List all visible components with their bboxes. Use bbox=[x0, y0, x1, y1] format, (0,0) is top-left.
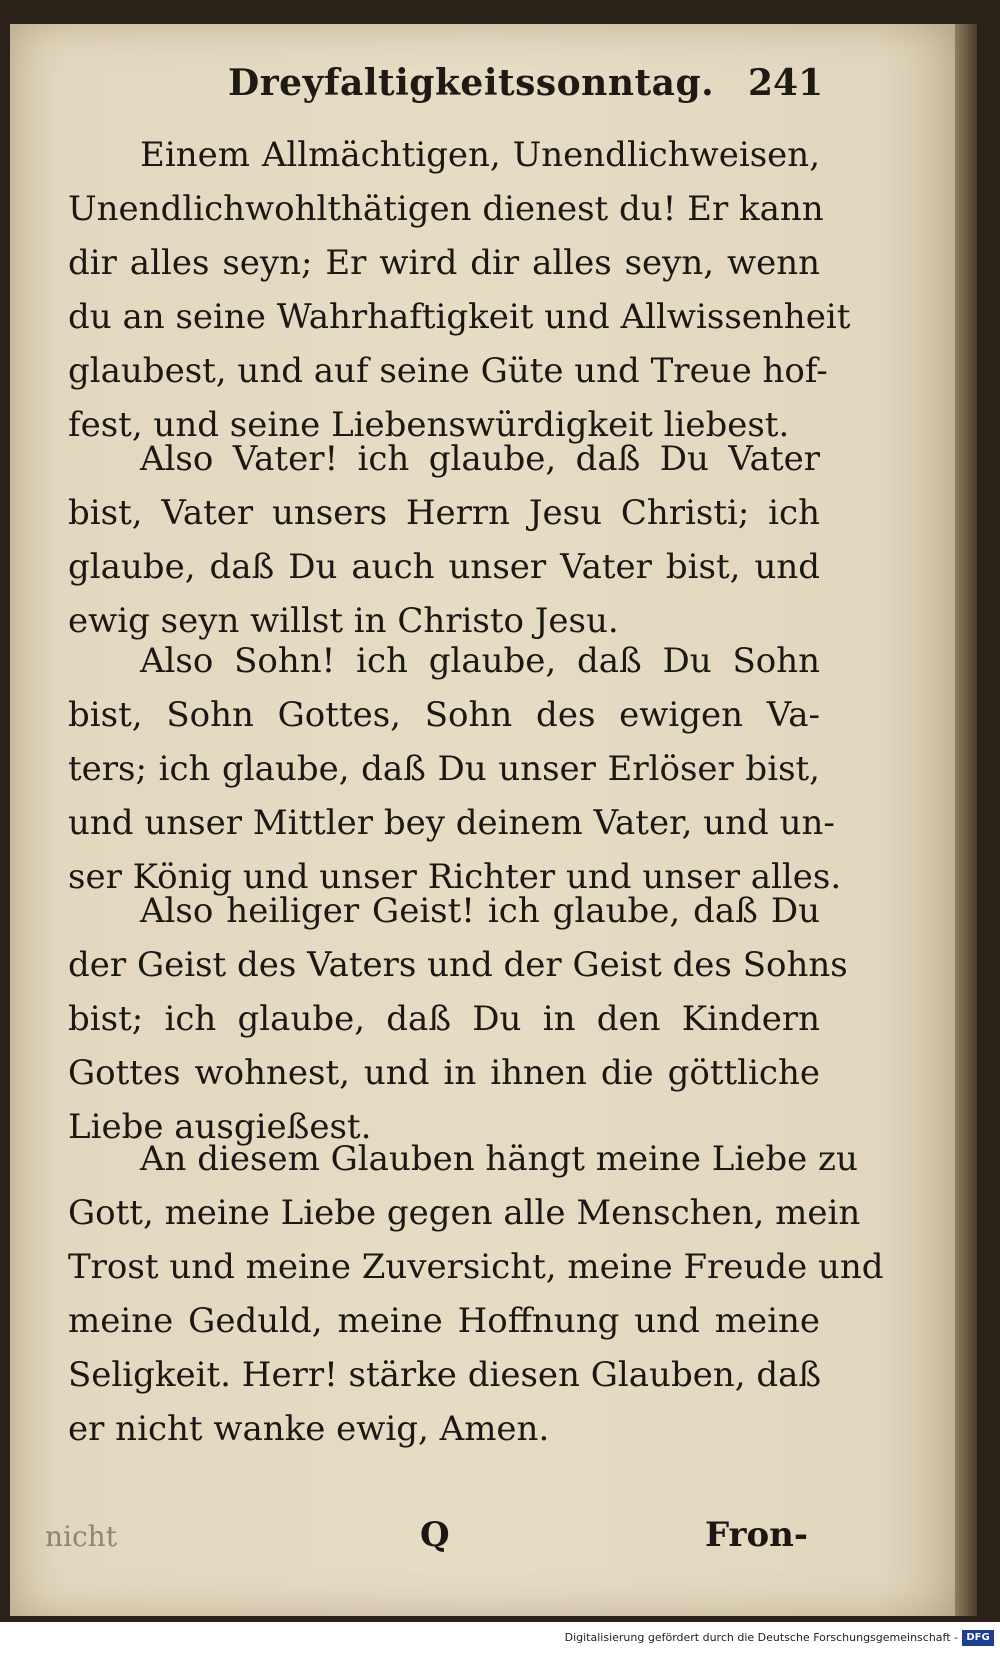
text-line: An diesem Glauben hängt meine Liebe zu bbox=[140, 1139, 858, 1179]
text-line: Also Sohn! ich glaube, daß Du Sohn bbox=[140, 641, 820, 681]
text-line: ewig seyn willst in Christo Jesu. bbox=[68, 601, 619, 641]
running-title: Dreyfaltigkeitssonntag. bbox=[228, 62, 715, 104]
text-line: Liebe ausgießest. bbox=[68, 1107, 372, 1147]
text-line: Also Vater! ich glaube, daß Du Vater bbox=[140, 439, 820, 479]
paragraph-1 bbox=[68, 128, 851, 452]
text-line: Einem Allmächtigen, Unendlichweisen, bbox=[140, 135, 820, 175]
signature-mark: Q bbox=[420, 1515, 450, 1555]
text-line: Trost und meine Zuversicht, meine Freude und bbox=[68, 1247, 884, 1287]
text-line: er nicht wanke ewig, Amen. bbox=[68, 1409, 550, 1449]
running-header bbox=[228, 62, 828, 112]
text-line: Unendlichwohlthätigen dienest du! Er kann bbox=[68, 189, 824, 229]
text-line: dir alles seyn; Er wird dir alles seyn, wenn bbox=[68, 243, 820, 283]
text-line: glaube, daß Du auch unser Vater bist, und bbox=[68, 547, 820, 587]
page-edge bbox=[955, 24, 977, 1616]
paragraph-3 bbox=[68, 634, 842, 904]
text-line: Gottes wohnest, und in ihnen die göttliche bbox=[68, 1053, 820, 1093]
paragraph-4 bbox=[68, 884, 848, 1154]
digitization-footer bbox=[0, 1622, 1000, 1657]
paragraph-5 bbox=[68, 1132, 884, 1456]
text-line: der Geist des Vaters und der Geist des Sohns bbox=[68, 945, 848, 985]
bleed-through-text: nicht bbox=[45, 1520, 117, 1553]
text-line: bist, Vater unsers Herrn Jesu Christi; ich bbox=[68, 493, 820, 533]
dfg-logo-icon: DFG bbox=[962, 1630, 994, 1646]
paragraph-2 bbox=[68, 432, 820, 648]
page-number: 241 bbox=[748, 62, 824, 104]
funding-notice: Digitalisierung gefördert durch die Deutsche Forschungsgemeinschaft - bbox=[564, 1631, 958, 1644]
text-line: bist, Sohn Gottes, Sohn des ewigen Va- bbox=[68, 695, 820, 735]
text-line: Gott, meine Liebe gegen alle Menschen, mein bbox=[68, 1193, 861, 1233]
text-line: Seligkeit. Herr! stärke diesen Glauben, daß bbox=[68, 1355, 822, 1395]
text-line: du an seine Wahrhaftigkeit und Allwissenheit bbox=[68, 297, 851, 337]
text-line: ters; ich glaube, daß Du unser Erlöser bist, bbox=[68, 749, 820, 789]
text-line: meine Geduld, meine Hoffnung und meine bbox=[68, 1301, 820, 1341]
catchword: Fron- bbox=[705, 1515, 808, 1555]
text-line: ser König und unser Richter und unser alles. bbox=[68, 857, 842, 897]
text-line: glaubest, und auf seine Güte und Treue hof- bbox=[68, 351, 828, 391]
text-line: bist; ich glaube, daß Du in den Kindern bbox=[68, 999, 820, 1039]
text-line: fest, und seine Liebenswürdigkeit liebest. bbox=[68, 405, 790, 445]
text-line: und unser Mittler bey deinem Vater, und un- bbox=[68, 803, 835, 843]
text-line: Also heiliger Geist! ich glaube, daß Du bbox=[140, 891, 820, 931]
